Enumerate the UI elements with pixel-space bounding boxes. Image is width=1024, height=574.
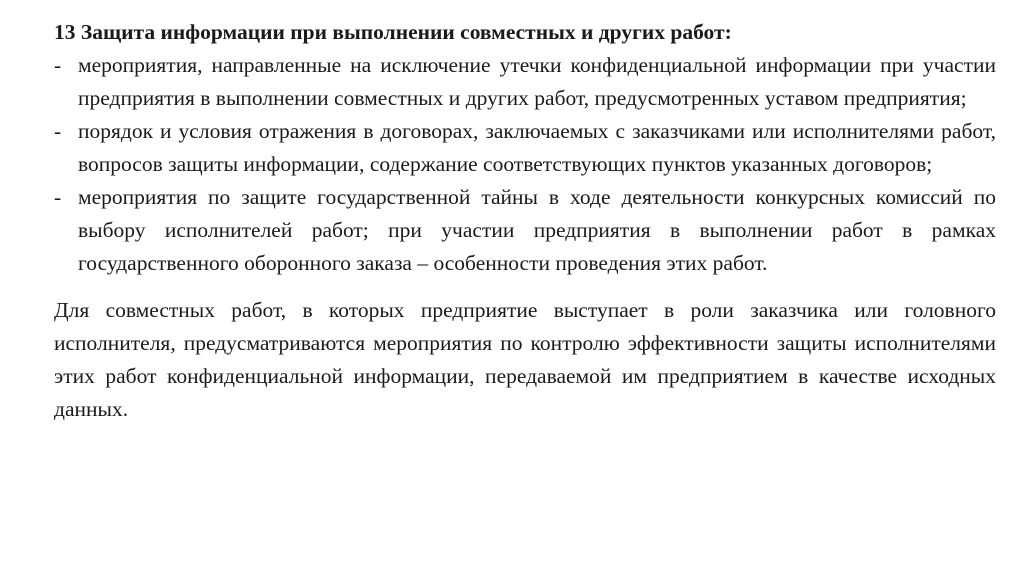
list-item [54, 181, 996, 280]
list-item [54, 115, 996, 181]
body-paragraph: Для совместных работ, в которых предприятие выступает в роли заказчика или головного исполнителя, предусматриваются мероприятия по контролю эффективности защиты исполнителями этих работ конфиденциальной информации, передаваемой им предприятием в качестве исходных данных. [54, 298, 996, 421]
list-item-text: мероприятия, направленные на исключение утечки конфиденциальной информации при участии предприятия в выполнении совместных и других работ, предусмотренных уставом предприятия; [78, 53, 996, 110]
section-heading: 13 Защита информации при выполнении совместных и других работ: [54, 20, 732, 44]
bullet-marker: - [54, 119, 62, 143]
bullet-marker: - [54, 185, 62, 209]
list-item-text: порядок и условия отражения в договорах, заключаемых с заказчиками или исполнителями работ, вопросов защиты информации, содержание соответствующих пунктов указанных договоров; [78, 119, 996, 176]
bullet-marker: - [54, 53, 62, 77]
list-item [54, 49, 996, 115]
list-item-text: мероприятия по защите государственной тайны в ходе деятельности конкурсных комиссий по выбору исполнителей работ; при участии предприятия в выполнении работ в рамках государственного оборонного заказа – особенности проведения этих работ. [78, 185, 996, 275]
document-page [54, 16, 996, 426]
bullet-list [54, 49, 996, 280]
